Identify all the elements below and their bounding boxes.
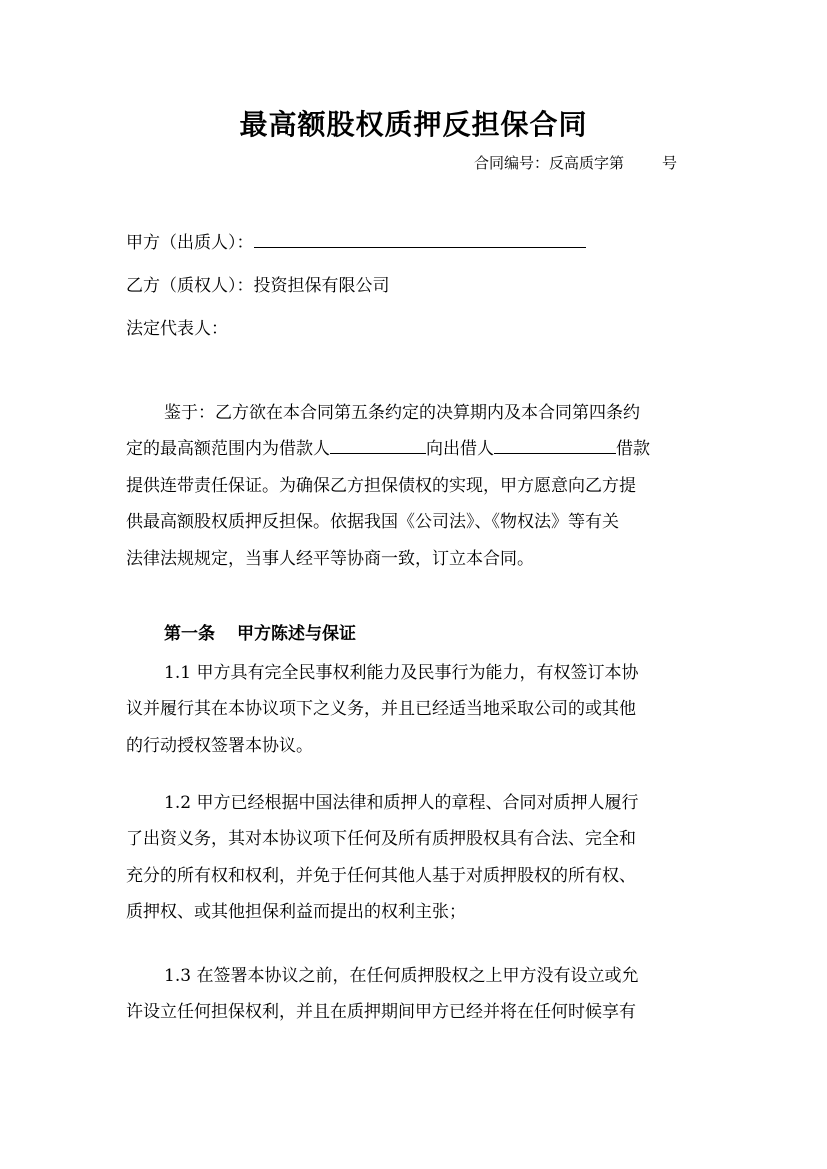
- article-1-title: 甲方陈述与保证: [237, 624, 356, 644]
- contract-number-prefix: 合同编号：反高质字第: [474, 154, 625, 172]
- legal-representative: 法定代表人：: [126, 319, 228, 339]
- recital-line: 法律法规规定，当事人经平等协商一致，订立本合同。: [126, 548, 534, 569]
- clause-1-3: [126, 958, 700, 1031]
- recital-text: 向出借人: [426, 439, 494, 460]
- contract-number: [474, 152, 677, 173]
- article-1-heading: [164, 619, 356, 644]
- recital-line: 供最高额股权质押反担保。依据我国《公司法》、《物权法》等有关: [126, 512, 619, 533]
- clause-line: 了出资义务，其对本协议项下任何及所有质押股权具有合法、完全和: [126, 829, 636, 850]
- recital-text: 定的最高额范围内为借款人: [126, 439, 330, 460]
- article-1-number: 第一条: [164, 624, 215, 644]
- recital-line: 提供连带责任保证。为确保乙方担保债权的实现，甲方愿意向乙方提: [126, 475, 636, 496]
- clause-line: 1.1 甲方具有完全民事权利能力及民事行为能力，有权签订本协: [164, 663, 639, 683]
- clause-line: 1.2 甲方已经根据中国法律和质押人的章程、合同对质押人履行: [164, 793, 639, 813]
- recital-line: 鉴于：乙方欲在本合同第五条约定的决算期内及本合同第四条约: [164, 403, 640, 423]
- borrower-blank: [330, 436, 426, 454]
- clause-line: 议并履行其在本协议项下之义务，并且已经适当地采取公司的或其他: [126, 699, 636, 720]
- party-a-label: 甲方（出质人）：: [126, 233, 254, 253]
- recital-text: 借款: [616, 439, 650, 460]
- recital-line: [126, 431, 700, 467]
- party-a-line: [126, 228, 586, 253]
- party-b-line: 乙方（质权人）：投资担保有限公司: [126, 276, 390, 296]
- clause-line: 充分的所有权和权利，并免于任何其他人基于对质押股权的所有权、: [126, 865, 636, 886]
- clause-1-1: [126, 655, 700, 764]
- clause-line: 许设立任何担保权利，并且在质押期间甲方已经并将在任何时候享有: [126, 1002, 636, 1023]
- clause-line: 1.3 在签署本协议之前，在任何质押股权之上甲方没有设立或允: [164, 966, 639, 986]
- contract-number-suffix: 号: [662, 154, 678, 172]
- lender-blank: [494, 436, 616, 454]
- clause-1-2: [126, 785, 700, 931]
- clause-line: 质押权、或其他担保利益而提出的权利主张；: [126, 902, 466, 923]
- recital-paragraph: [126, 395, 700, 577]
- document-title: 最高额股权质押反担保合同: [239, 108, 588, 141]
- clause-line: 的行动授权签署本协议。: [126, 735, 313, 756]
- party-a-blank: [254, 230, 586, 248]
